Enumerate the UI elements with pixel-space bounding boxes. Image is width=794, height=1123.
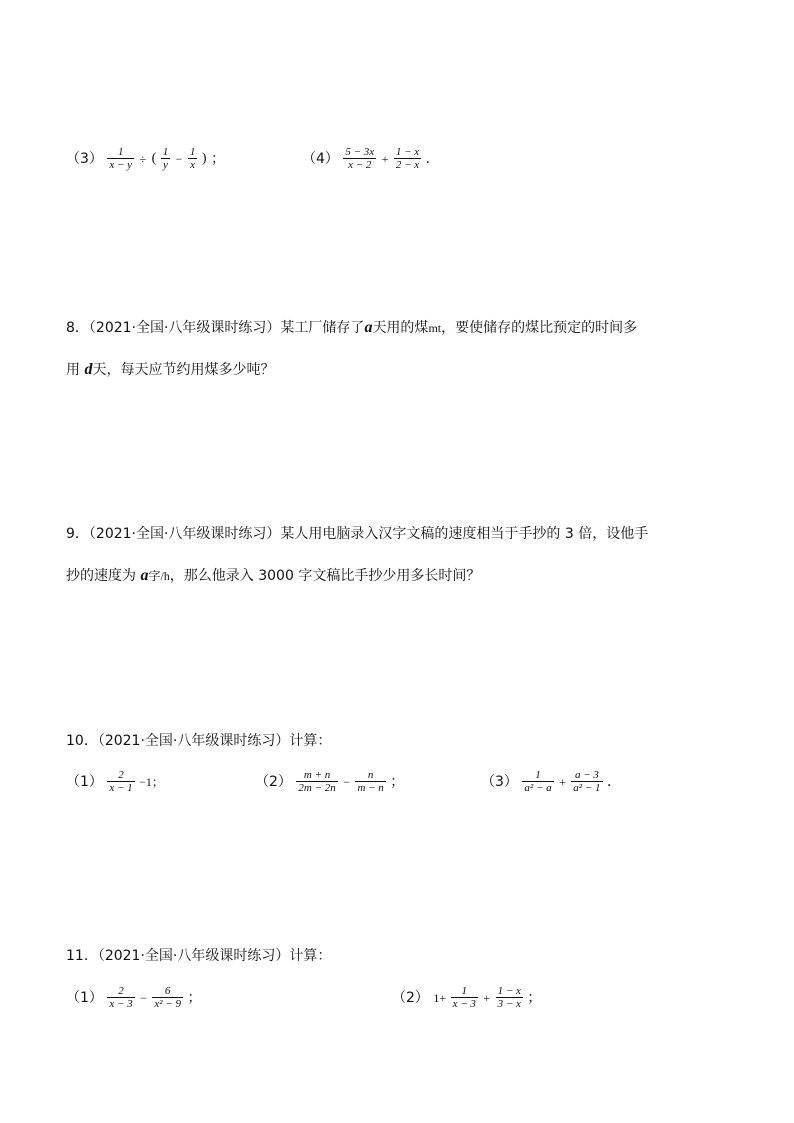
q10-part3: [481, 769, 621, 794]
fraction: $\frac{1}{\text{a² − a}}$: [524, 769, 552, 794]
q8-line2: [66, 360, 274, 380]
fraction: $\frac{1 - x}{2 - x}$: [395, 146, 420, 171]
operator: ÷: [139, 151, 147, 166]
part-label: （2）: [392, 989, 429, 1006]
operator: +: [381, 151, 389, 166]
fraction: $\frac{2}{x - 1}$: [109, 769, 133, 794]
question-text: 8．（2021·全国·八年级课时练习）某工厂储存了: [66, 320, 365, 336]
q10-part1: [66, 769, 164, 794]
q9-line1: 9．（2021·全国·八年级课时练习）某人用电脑录入汉字文稿的速度相当于手抄的 3 倍，设他手: [66, 526, 649, 542]
fraction: $\frac{2}{x - 3}$: [109, 985, 133, 1010]
punctuation: ；: [390, 773, 405, 790]
expression-lead: 1+: [433, 990, 447, 1005]
question-text: ，要使储存的煤比预定的时间多: [441, 320, 638, 336]
q11-title: 11．（2021·全国·八年级课时练习）计算：: [66, 948, 332, 964]
q10-title: 10．（2021·全国·八年级课时练习）计算：: [66, 733, 332, 749]
fraction: $\frac{1}{x}$: [189, 146, 196, 171]
question-text: 抄的速度为: [66, 568, 136, 584]
paren: ): [201, 150, 207, 166]
unit: mt: [428, 321, 442, 335]
fraction: $\frac{1}{y}$: [162, 146, 169, 171]
question-text: 天用的煤: [372, 320, 429, 336]
fraction: $\frac{6}{\text{x² − 9}}$: [154, 985, 181, 1010]
fraction: $\frac{1 - x}{3 - x}$: [497, 985, 521, 1010]
q11-part2: [392, 985, 541, 1010]
operator: +: [483, 990, 491, 1005]
part-label: （3）: [481, 773, 518, 790]
question-text: 用: [66, 362, 80, 378]
unit: 字/h: [148, 569, 170, 583]
part-label: （1）: [66, 989, 103, 1006]
punctuation: ；: [210, 150, 225, 167]
variable: a: [140, 567, 149, 584]
punctuation: ；: [527, 989, 542, 1006]
part-label: （3）: [66, 150, 103, 167]
fraction: $\frac{1}{x - 3}$: [452, 985, 476, 1010]
fraction: $\frac{5 - 3x}{x - 2}$: [345, 146, 375, 171]
paren: (: [151, 150, 157, 166]
operator: +: [559, 774, 566, 789]
operator: −: [140, 990, 147, 1005]
q9-line2: [66, 566, 480, 586]
punctuation: ．: [606, 773, 621, 790]
variable: a: [364, 319, 373, 336]
operator: −: [175, 151, 183, 166]
q10-part2: [255, 769, 404, 794]
operator: −: [343, 774, 350, 789]
q7-part3: [66, 146, 225, 171]
expression-tail: −1；: [139, 774, 164, 789]
variable: d: [84, 361, 93, 378]
part-label: （4）: [302, 150, 339, 167]
fraction: $\frac{1}{x - y}$: [109, 146, 133, 171]
fraction: $\frac{m + n}{2m - 2n}$: [298, 769, 336, 794]
question-text: 天，每天应节约用煤多少吨？: [92, 362, 275, 378]
fraction: $\frac{n}{m - n}$: [357, 769, 384, 794]
punctuation: ．: [425, 150, 440, 167]
part-label: （2）: [255, 773, 292, 790]
fraction: $\frac{a - 3}{\text{a² − 1}}$: [573, 769, 601, 794]
q11-part1: [66, 985, 201, 1010]
question-text: ，那么他录入 3000 字文稿比手抄少用多长时间？: [169, 568, 481, 584]
punctuation: ；: [187, 989, 202, 1006]
q8-line1: [66, 318, 637, 338]
part-label: （1）: [66, 773, 103, 790]
q7-part4: [302, 146, 440, 171]
